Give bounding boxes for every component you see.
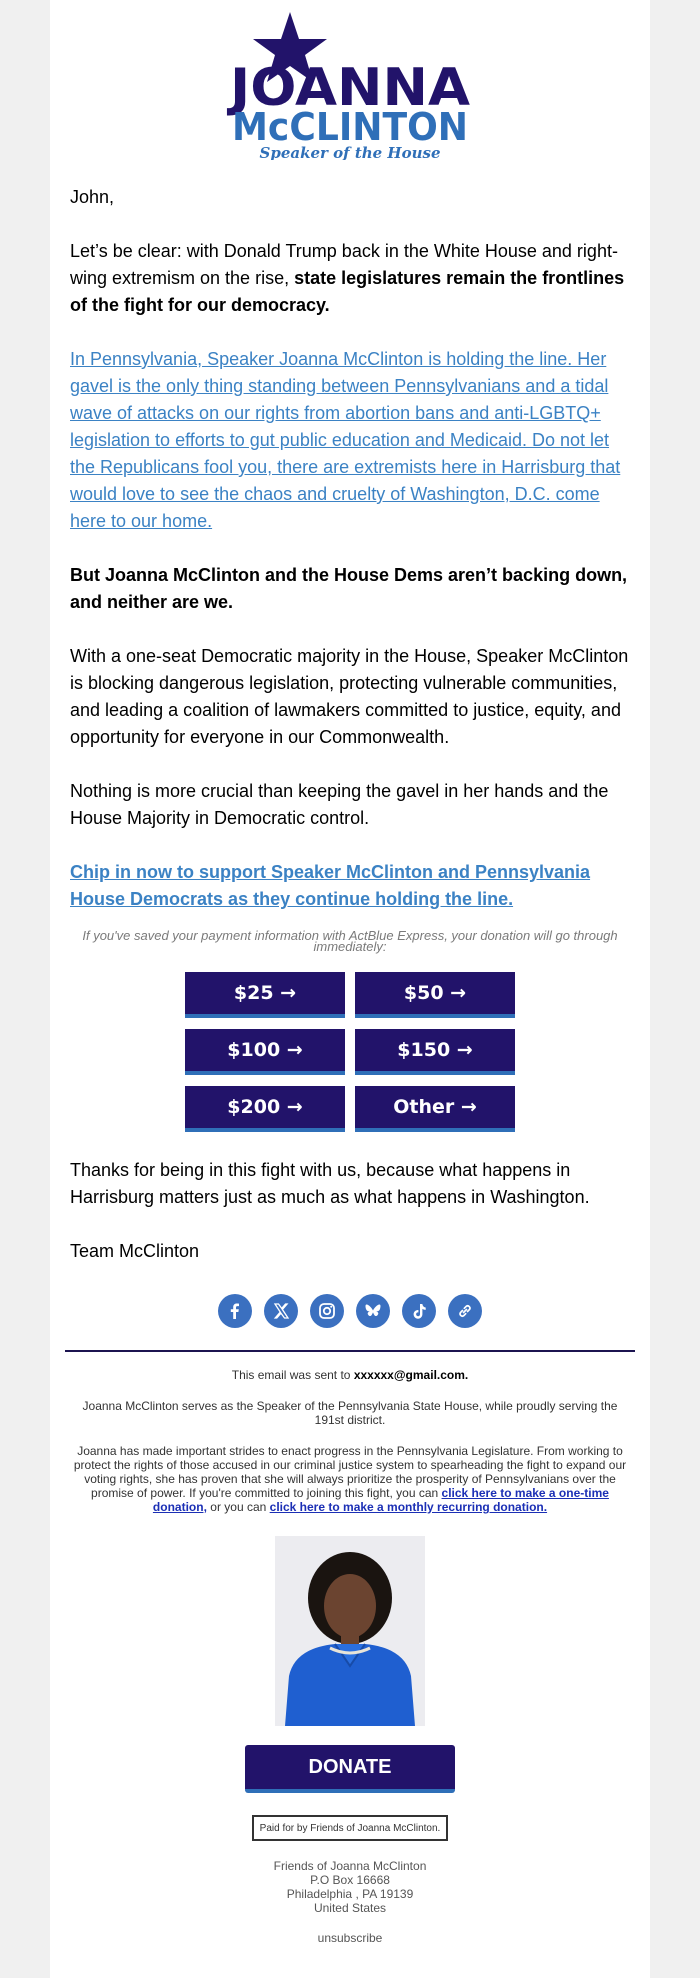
logo-tagline: Speaker of the House [259,144,441,160]
one-time-donation-link[interactable]: click here to make a one-time donation, [152,1486,609,1514]
donate-button[interactable]: DONATE [245,1745,455,1793]
not-backing-down: But Joanna McClinton and the House Dems aren’t backing down, and neither are we. [70,565,628,612]
greeting: John, [70,187,115,207]
recipient-email: xxxxxx@gmail.com. [353,1368,469,1382]
signoff: Team McClinton [70,1241,200,1261]
intro-text: Let’s be clear: with Donald Trump back in the White House and right-wing extremism on the rise, [70,241,618,288]
tiktok-icon[interactable] [402,1294,436,1328]
donate-25-button[interactable]: $25 → [185,972,345,1018]
sent-to-line [70,1368,630,1382]
donate-100-button[interactable]: $100 → [185,1029,345,1075]
donate-150-button[interactable]: $150 → [355,1029,515,1075]
donate-200-button[interactable]: $200 → [185,1086,345,1132]
x-icon[interactable] [264,1294,298,1328]
cta-paragraph [70,859,630,913]
link-icon[interactable] [448,1294,482,1328]
majority-paragraph: With a one-seat Democratic majority in the House, Speaker McClinton is blocking dangerous legislation, protecting vulnerable communities, and leading a coalition of lawmakers committed to justice, equity, and opportunity for everyone in our Commonwealth. [70,646,629,747]
candidate-photo [275,1536,425,1726]
chip-in-link[interactable]: Chip in now to support Speaker McClinton and Pennsylvania House Democrats as they continue holding the line. [70,862,591,909]
address-line: Friends of Joanna McClinton [273,1859,427,1873]
donate-other-button[interactable]: Other → [355,1086,515,1132]
facebook-icon[interactable] [218,1294,252,1328]
holding-line-paragraph [70,346,630,535]
sent-to-label: This email was sent to [231,1368,351,1382]
unsubscribe-link[interactable]: unsubscribe [317,1931,383,1945]
address-line: P.O Box 16668 [310,1873,390,1887]
intro-emphasis: state legislatures remain the frontlines of the fight for our democracy. [70,268,625,315]
logo-name-top: JOANNA [226,58,470,118]
email-body [50,0,650,1978]
strides-body: Joanna has made important strides to enact progress in the Pennsylvania Legislature. From working to protect the rights of those accused in our criminal justice system to spearheading the fight to expand our voting rights, she has proven that she will always prioritize the prosperity of Pennsylvanians over the promise of power. If you're committed to joining this fight, you can [73,1444,627,1500]
paid-for-disclaimer: Paid for by Friends of Joanna McClinton. [252,1815,448,1841]
intro-paragraph [70,238,630,319]
holding-line-link[interactable]: In Pennsylvania, Speaker Joanna McClinton is holding the line. Her gavel is the only thing standing between Pennsylvanians and a tidal wave of attacks on our rights from abortion bans and anti-LGBTQ+ legislation to efforts to gut public education and Medicaid. Do not let the Republicans fool you, there are extremists here in Harrisburg that would love to see the chaos and cruelty of Washington, D.C. come here to our home. [70,349,621,531]
monthly-donation-link[interactable]: click here to make a monthly recurring donation. [269,1500,548,1514]
gavel-paragraph: Nothing is more crucial than keeping the gavel in her hands and the House Majority in Democratic control. [70,781,609,828]
campaign-logo [200,10,500,160]
footer-divider [65,1350,635,1352]
address-line: Philadelphia , PA 19139 [286,1887,414,1901]
bluesky-icon[interactable] [356,1294,390,1328]
strides-text [70,1444,630,1514]
thanks-paragraph: Thanks for being in this fight with us, because what happens in Harrisburg matters just as much as what happens in Washington. [70,1160,590,1207]
mailing-address [70,1859,630,1915]
or-text: or you can [210,1500,267,1514]
serves-text: Joanna McClinton serves as the Speaker of the Pennsylvania State House, while proudly serving the 191st district. [82,1399,618,1427]
actblue-note: If you've saved your payment information with ActBlue Express, your donation will go through immediately: [82,928,618,954]
logo-name-bottom: McCLINTON [232,105,468,149]
address-line: United States [313,1901,387,1915]
donate-50-button[interactable]: $50 → [355,972,515,1018]
instagram-icon[interactable] [310,1294,344,1328]
